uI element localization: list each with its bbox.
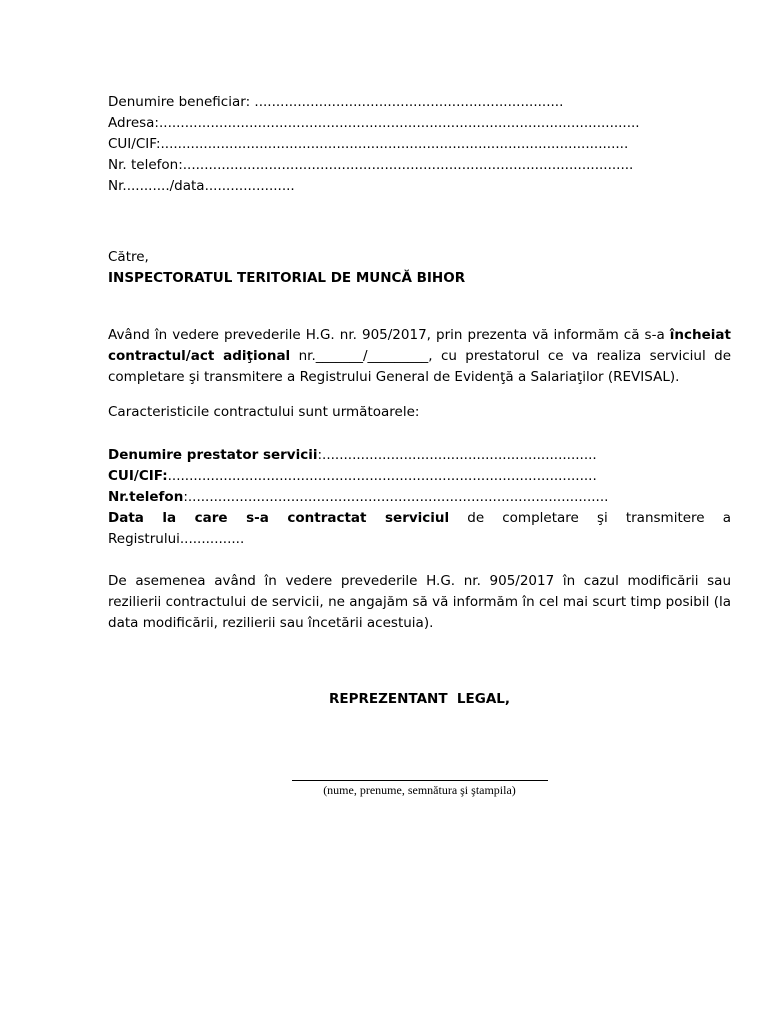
contract-field-provider <box>108 445 731 466</box>
signature-block <box>108 689 731 798</box>
contract-field-provider-dots: :................................................................ <box>317 447 597 463</box>
intro-bold-text: încheiat contractul/act adiţional <box>108 327 731 364</box>
signature-line <box>292 780 548 781</box>
intro-paragraph <box>108 325 731 388</box>
intro-text-before: Având în vedere prevederile H.G. nr. 905/2017, prin prezenta vă informăm că s-a <box>108 327 670 343</box>
contract-field-provider-label: Denumire prestator servicii <box>108 447 318 463</box>
contract-field-date-label: Data la care s-a contractat serviciul <box>108 510 450 526</box>
salutation-block <box>108 247 731 289</box>
field-address: Adresa:................................................................................................................ <box>108 115 640 131</box>
recipient-name: INSPECTORATUL TERITORIAL DE MUNCĂ BIHOR <box>108 270 466 286</box>
contract-field-cui-cif-label: CUI/CIF: <box>108 468 168 484</box>
intro-text-after: nr._______/_________, cu prestatorul ce va realiza serviciul de completare şi transmitere a Registrului General de Evidenţă a Salariaţilor (REVISAL). <box>108 348 731 385</box>
beneficiary-header-block <box>108 92 731 197</box>
contract-field-cui-cif-dots: .................................................................................................... <box>167 468 597 484</box>
contract-field-date-text: de completare şi transmitere a Registrului............... <box>108 510 731 547</box>
contract-field-date <box>108 508 731 550</box>
contract-field-phone <box>108 487 731 508</box>
field-cui-cif: CUI/CIF:............................................................................................................. <box>108 136 629 152</box>
field-number-date: Nr.........../data..................... <box>108 178 295 194</box>
contract-field-phone-label: Nr.telefon <box>108 489 184 505</box>
signature-title: REPREZENTANT LEGAL, <box>328 691 511 707</box>
closing-paragraph: De asemenea având în vedere prevederile H.G. nr. 905/2017 în cazul modificării sau rezilierii contractului de servicii, ne angajăm să vă informăm în cel mai scurt timp posibil (la data modificării, rezilierii sau încetării acestuia). <box>108 573 731 631</box>
signature-caption: (nume, prenume, semnătura şi ştampila) <box>323 783 516 797</box>
field-phone: Nr. telefon:......................................................................................................... <box>108 157 634 173</box>
contract-fields-block <box>108 445 731 550</box>
contract-field-phone-dots: :.................................................................................................. <box>183 489 609 505</box>
salutation-text: Către, <box>108 249 149 265</box>
contract-field-cui-cif <box>108 466 731 487</box>
field-beneficiary-name: Denumire beneficiar: ........................................................................ <box>108 94 564 110</box>
characteristics-heading: Caracteristicile contractului sunt următoarele: <box>108 404 420 420</box>
